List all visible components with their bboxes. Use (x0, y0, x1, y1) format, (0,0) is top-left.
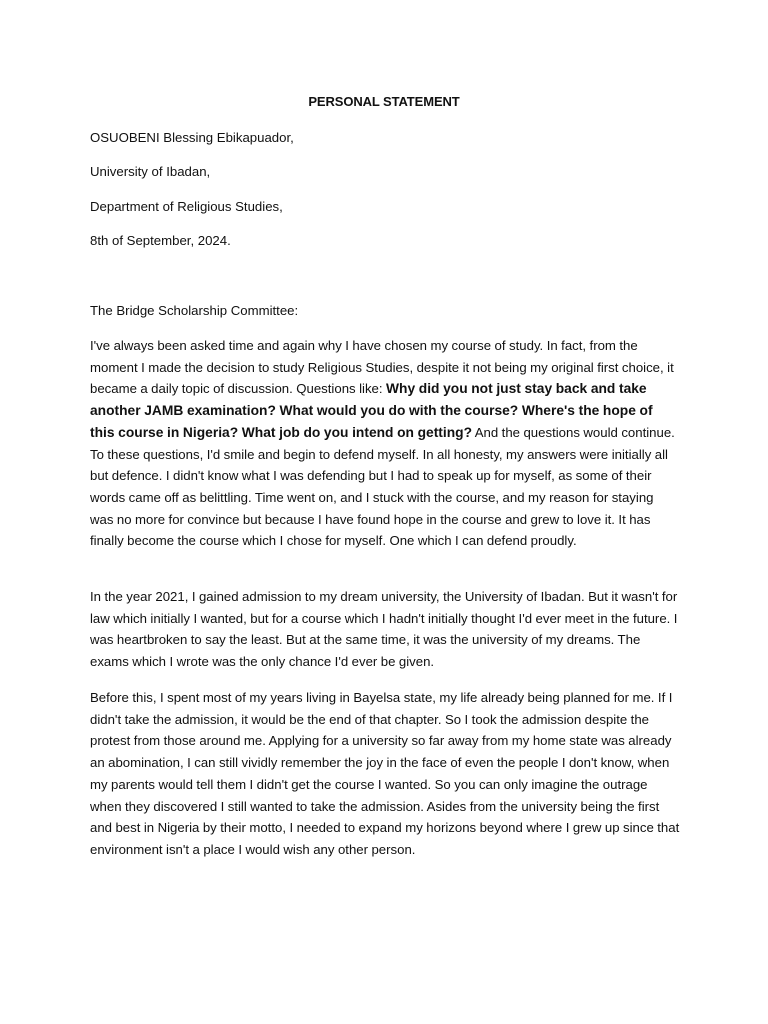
department-line: Department of Religious Studies, (90, 199, 283, 214)
date-line: 8th of September, 2024. (90, 233, 231, 248)
author-name: OSUOBENI Blessing Ebikapuador, (90, 130, 294, 145)
paragraph-1-rest: And the questions would continue. To these questions, I'd smile and begin to defend myself. In all honesty, my answers were initially all but defence. I didn't know what I was defending but I had to speak up for myself, as some of their words came off as belittling. Time went on, and I stuck with the course, and my reason for staying was no more for convince but because I have found hope in the course and grew to love it. It has finally become the course which I chose for myself. One which I can defend proudly. (90, 424, 675, 549)
paragraph-1 (90, 335, 680, 552)
paragraph-2: In the year 2021, I gained admission to my dream university, the University of Ibadan. But it wasn't for law which initially I wanted, but for a course which I hadn't initially thought I'd ever meet in the future. I was heartbroken to say the least. But at the same time, it was the university of my dreams. The exams which I wrote was the only chance I'd ever be given. (90, 589, 678, 670)
paragraph-1-questions: Why did you not just stay back and take another JAMB examination? What would you do with the course? Where's the hope of this course in Nigeria? What job do you intend on getting? (90, 381, 653, 440)
document-title: PERSONAL STATEMENT (308, 94, 460, 109)
university-line: University of Ibadan, (90, 164, 211, 179)
paragraph-3: Before this, I spent most of my years living in Bayelsa state, my life already being planned for me. If I didn't take the admission, it would be the end of that chapter. So I took the admission despite the protest from those around me. Applying for a university so far away from my home state was already an abomination, I can still vividly remember the joy in the face of even the people I don't know, when my parents would tell them I didn't get the course I wanted. So you can only imagine the outrage when they discovered I still wanted to take the admission. Asides from the university being the first and best in Nigeria by their motto, I needed to expand my horizons beyond where I grew up since that environment isn't a place I would wish any other person. (90, 690, 680, 857)
salutation: The Bridge Scholarship Committee: (90, 303, 299, 318)
paragraph-1-intro: I've always been asked time and again why I have chosen my course of study. In fact, from the moment I made the decision to study Religious Studies, despite it not being my original first choice, it became a daily topic of discussion. Questions like: (90, 338, 674, 397)
